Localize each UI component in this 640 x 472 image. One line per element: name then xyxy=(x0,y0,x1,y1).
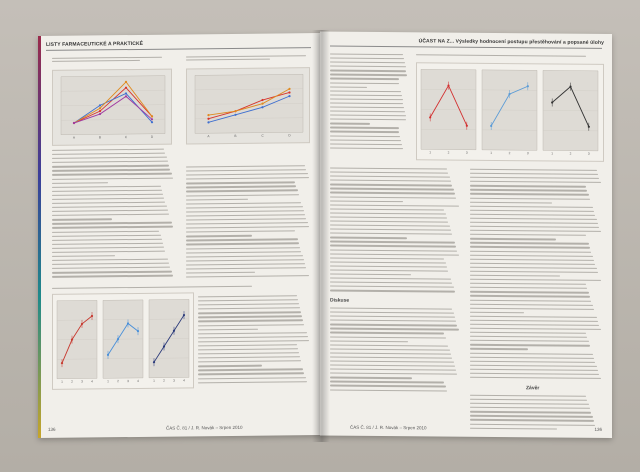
text-line xyxy=(330,74,407,76)
text-line xyxy=(330,98,403,100)
tick-label: 1 xyxy=(107,379,109,384)
text-line xyxy=(186,222,308,224)
text-line xyxy=(198,336,308,338)
text-line xyxy=(470,365,597,367)
text-line xyxy=(198,320,303,322)
text-line xyxy=(186,218,306,220)
text-line xyxy=(52,153,165,155)
text-line xyxy=(198,307,300,309)
lower-column-text xyxy=(198,295,310,386)
text-line xyxy=(470,275,560,277)
left-running-head: LISTY FARMACEUTICKÉ A PRAKTICKÉ xyxy=(46,40,144,48)
text-line xyxy=(52,222,172,224)
text-line xyxy=(470,205,593,207)
tick-label: 4 xyxy=(183,378,185,383)
text-line xyxy=(470,423,595,425)
text-line xyxy=(52,251,165,253)
left-footer: ČAS Č. 81 / J. R. Novák – Srpen 2010 xyxy=(166,424,243,431)
text-line xyxy=(470,369,598,371)
text-line xyxy=(470,373,599,375)
text-line xyxy=(330,352,451,354)
text-line xyxy=(52,194,163,196)
color-edge-bar xyxy=(38,36,41,438)
text-line xyxy=(52,189,162,191)
text-line xyxy=(330,111,405,113)
text-line xyxy=(470,352,593,354)
right-top-column-text xyxy=(330,54,408,153)
text-line xyxy=(52,234,161,236)
right-running-head: ÚČAST NA Z... Výsledky hodnocení postupu přestěhování a popsané úlohy xyxy=(418,38,604,46)
text-line xyxy=(330,257,444,259)
tick-label: 2 xyxy=(569,151,572,156)
text-line xyxy=(330,172,448,174)
tick-label: 3 xyxy=(81,379,83,384)
text-line xyxy=(52,226,173,228)
right-charts xyxy=(416,62,604,162)
tick-label: 1 xyxy=(429,150,432,155)
text-line xyxy=(330,188,454,190)
text-line xyxy=(470,299,591,301)
tick-label: C xyxy=(124,135,128,140)
data-point xyxy=(527,85,529,87)
text-line xyxy=(52,238,162,240)
text-line xyxy=(330,216,447,218)
text-line xyxy=(470,399,587,401)
text-line xyxy=(470,377,601,379)
text-line xyxy=(186,173,308,175)
data-point xyxy=(466,125,468,127)
text-line xyxy=(330,58,404,60)
text-line xyxy=(470,395,586,397)
text-line xyxy=(186,255,303,257)
chart-b-svg xyxy=(187,68,309,143)
text-line xyxy=(330,66,406,68)
text-line xyxy=(330,221,448,223)
text-line xyxy=(470,254,593,256)
tick-label: 2 xyxy=(508,151,511,156)
text-line xyxy=(52,177,173,179)
text-line xyxy=(470,226,599,228)
text-line xyxy=(186,247,300,249)
left-header-rule xyxy=(46,47,311,50)
text-line xyxy=(52,267,170,269)
left-page xyxy=(38,33,320,438)
text-line xyxy=(470,336,587,338)
text-line xyxy=(330,261,446,263)
text-line xyxy=(470,283,586,285)
text-line xyxy=(330,147,403,149)
text-line xyxy=(186,182,295,184)
text-line xyxy=(330,253,459,255)
text-line xyxy=(330,308,452,310)
text-line xyxy=(198,369,303,371)
text-line xyxy=(470,324,599,326)
tick-label: 3 xyxy=(127,379,129,384)
tick-label: B xyxy=(234,133,237,138)
text-line xyxy=(330,324,457,326)
text-line xyxy=(186,243,299,245)
text-line xyxy=(198,365,262,367)
text-line xyxy=(330,200,403,202)
right-right-column-text xyxy=(470,169,602,382)
data-point xyxy=(490,125,492,127)
text-line xyxy=(52,165,169,167)
data-point xyxy=(569,86,571,88)
tick-label: 2 xyxy=(163,378,165,383)
text-line xyxy=(52,182,108,184)
right-page-number: 136 xyxy=(594,426,602,432)
text-line xyxy=(52,169,170,171)
text-line xyxy=(470,185,586,187)
fig-c-caption xyxy=(52,286,252,292)
text-line xyxy=(330,78,399,80)
text-line xyxy=(198,352,299,354)
data-point xyxy=(447,84,449,86)
left-page-number: 136 xyxy=(48,426,56,432)
tick-label: 4 xyxy=(91,379,93,384)
text-line xyxy=(470,316,597,318)
text-line xyxy=(52,149,164,151)
middle-column-text xyxy=(186,165,310,280)
text-line xyxy=(470,419,594,421)
tick-label: D xyxy=(150,134,154,139)
text-line xyxy=(198,348,298,350)
text-line xyxy=(330,143,402,145)
tick-label: 1 xyxy=(61,379,63,384)
text-line xyxy=(330,381,444,383)
text-line xyxy=(330,312,454,314)
text-line xyxy=(330,373,457,375)
text-line xyxy=(330,229,451,231)
text-line xyxy=(470,340,589,342)
text-line xyxy=(470,181,601,183)
text-line xyxy=(470,210,594,212)
text-line xyxy=(198,312,301,314)
tick-label: B xyxy=(98,135,102,140)
text-line xyxy=(330,192,455,194)
data-point xyxy=(588,126,590,128)
chart-a-svg xyxy=(53,70,171,145)
text-line xyxy=(470,271,598,273)
text-line xyxy=(52,219,112,221)
text-line xyxy=(470,169,597,171)
chart-c-svg xyxy=(53,293,193,388)
text-line xyxy=(186,177,309,179)
text-line xyxy=(470,250,591,252)
text-line xyxy=(470,411,591,413)
text-line xyxy=(470,287,587,289)
text-line xyxy=(330,237,407,239)
data-point xyxy=(508,93,510,95)
text-line xyxy=(52,230,159,232)
text-line xyxy=(330,107,404,109)
text-line xyxy=(470,238,556,240)
tick-label: A xyxy=(207,134,210,139)
tick-label: 2 xyxy=(117,379,119,384)
tick-label: 3 xyxy=(526,151,529,156)
text-line xyxy=(470,291,589,293)
tick-label: 2 xyxy=(71,379,73,384)
text-line xyxy=(330,290,455,292)
chart-b xyxy=(186,67,310,144)
text-line xyxy=(330,241,455,243)
text-line xyxy=(470,360,595,362)
text-line xyxy=(470,279,601,281)
text-line xyxy=(186,275,309,277)
text-line xyxy=(470,311,524,313)
text-line xyxy=(198,324,304,326)
text-line xyxy=(470,344,590,346)
text-line xyxy=(186,263,305,265)
text-line xyxy=(330,90,401,92)
text-line xyxy=(330,274,411,276)
text-line xyxy=(470,193,589,195)
text-line xyxy=(330,389,447,391)
text-line xyxy=(330,94,402,96)
text-line xyxy=(330,340,408,342)
text-line xyxy=(52,210,168,212)
text-line xyxy=(52,161,168,163)
text-line xyxy=(198,299,298,301)
text-line xyxy=(330,82,399,84)
right-fig-caption xyxy=(416,54,586,59)
text-line xyxy=(330,123,370,125)
diskuse-text xyxy=(330,308,460,395)
text-line xyxy=(470,258,594,260)
text-line xyxy=(330,139,401,141)
text-line xyxy=(470,263,595,265)
text-line xyxy=(330,328,459,330)
text-line xyxy=(470,332,586,334)
text-line xyxy=(52,242,163,244)
text-line xyxy=(186,251,301,253)
text-line xyxy=(330,385,446,387)
text-line xyxy=(330,115,406,117)
text-line xyxy=(330,377,412,379)
right-footer: ČAS Č. 81 / J. R. Novák – Srpen 2010 xyxy=(350,424,427,431)
text-line xyxy=(52,198,164,200)
text-line xyxy=(330,127,399,129)
fig-b-caption xyxy=(186,55,306,63)
text-line xyxy=(186,210,304,212)
right-left-column-text xyxy=(330,168,460,296)
text-line xyxy=(470,356,594,358)
text-line xyxy=(330,180,451,182)
text-line xyxy=(330,184,452,186)
tick-label: D xyxy=(288,133,291,138)
text-line xyxy=(330,369,456,371)
text-line xyxy=(198,381,307,383)
text-line xyxy=(470,246,590,248)
tick-label: A xyxy=(72,135,76,140)
text-line xyxy=(330,282,452,284)
tick-label: 1 xyxy=(551,151,554,156)
text-line xyxy=(330,135,400,137)
text-line xyxy=(470,403,589,405)
text-line xyxy=(52,275,173,277)
text-line xyxy=(186,231,295,233)
tick-label: 3 xyxy=(465,150,468,155)
text-line xyxy=(470,177,599,179)
text-line xyxy=(198,332,307,334)
text-line xyxy=(52,173,172,175)
text-line xyxy=(52,247,164,249)
text-line xyxy=(330,269,448,271)
text-line xyxy=(330,212,446,214)
left-column-text xyxy=(52,149,174,281)
text-line xyxy=(470,267,597,269)
text-line xyxy=(330,320,456,322)
text-line xyxy=(330,62,405,64)
text-line xyxy=(186,235,252,237)
text-line xyxy=(186,194,299,196)
text-line xyxy=(186,267,306,269)
chart-a xyxy=(52,69,172,146)
text-line xyxy=(186,239,298,241)
text-line xyxy=(186,190,298,192)
tick-label: C xyxy=(261,133,264,138)
text-line xyxy=(330,70,406,72)
text-line xyxy=(330,233,452,235)
text-line xyxy=(330,119,406,121)
text-line xyxy=(330,348,450,350)
text-line xyxy=(470,201,552,203)
text-line xyxy=(330,365,455,367)
text-line xyxy=(330,245,456,247)
text-line xyxy=(470,307,594,309)
text-line xyxy=(186,226,309,228)
tick-label: 3 xyxy=(173,378,175,383)
text-line xyxy=(470,242,589,244)
text-line xyxy=(330,344,448,346)
text-line xyxy=(52,259,168,261)
text-line xyxy=(52,206,167,208)
text-line xyxy=(52,214,169,216)
text-line xyxy=(470,214,595,216)
book-spine-shadow xyxy=(312,30,330,442)
right-page xyxy=(320,31,612,438)
text-line xyxy=(330,316,455,318)
text-line xyxy=(198,360,301,362)
tick-label: 3 xyxy=(587,151,590,156)
chart-c xyxy=(52,292,194,389)
text-line xyxy=(52,157,167,159)
text-line xyxy=(470,328,601,330)
right-charts-svg xyxy=(417,63,603,161)
text-line xyxy=(330,356,452,358)
text-line xyxy=(186,186,296,188)
data-point xyxy=(429,116,431,118)
text-line xyxy=(186,272,255,274)
text-line xyxy=(186,169,306,171)
text-line xyxy=(330,131,399,133)
tick-label: 1 xyxy=(153,378,155,383)
text-line xyxy=(330,336,446,338)
text-line xyxy=(186,259,304,261)
text-line xyxy=(470,407,590,409)
tick-label: 1 xyxy=(490,150,493,155)
text-line xyxy=(330,86,367,88)
diskuse-heading: Diskuse xyxy=(330,297,350,304)
text-line xyxy=(198,344,297,346)
text-line xyxy=(470,234,586,236)
text-line xyxy=(198,356,300,358)
text-line xyxy=(198,373,304,375)
text-line xyxy=(52,263,169,265)
text-line xyxy=(330,196,456,198)
text-line xyxy=(330,204,459,206)
data-point xyxy=(551,101,553,103)
text-line xyxy=(470,415,593,417)
text-line xyxy=(198,295,297,297)
zaver-heading: Závěr xyxy=(526,385,540,392)
text-line xyxy=(330,278,451,280)
text-line xyxy=(186,198,248,200)
text-line xyxy=(330,332,444,334)
text-line xyxy=(198,340,309,342)
text-line xyxy=(470,197,590,199)
text-line xyxy=(330,176,450,178)
text-line xyxy=(198,377,306,379)
text-line xyxy=(470,218,597,220)
text-line xyxy=(330,249,457,251)
text-line xyxy=(330,286,454,288)
text-line xyxy=(470,173,598,175)
tick-label: 2 xyxy=(447,150,450,155)
text-line xyxy=(186,214,305,216)
text-line xyxy=(470,348,528,350)
text-line xyxy=(470,189,587,191)
text-line xyxy=(470,222,598,224)
text-line xyxy=(52,271,172,273)
text-line xyxy=(186,202,301,204)
text-line xyxy=(470,303,593,305)
text-line xyxy=(330,225,450,227)
right-header-rule xyxy=(330,46,602,49)
text-line xyxy=(52,202,165,204)
text-line xyxy=(198,328,258,330)
tick-label: 4 xyxy=(137,378,139,383)
text-line xyxy=(470,230,601,232)
text-line xyxy=(330,361,454,363)
fig-a-caption xyxy=(52,57,162,65)
text-line xyxy=(330,102,403,104)
text-line xyxy=(470,295,590,297)
text-line xyxy=(186,165,305,167)
text-line xyxy=(330,265,447,267)
text-line xyxy=(470,427,557,429)
text-line xyxy=(52,185,161,187)
text-line xyxy=(330,208,444,210)
text-line xyxy=(198,316,302,318)
zaver-text xyxy=(470,395,602,433)
text-line xyxy=(52,255,115,257)
text-line xyxy=(330,54,403,56)
text-line xyxy=(198,303,299,305)
text-line xyxy=(470,320,598,322)
text-line xyxy=(330,168,447,170)
text-line xyxy=(186,206,303,208)
